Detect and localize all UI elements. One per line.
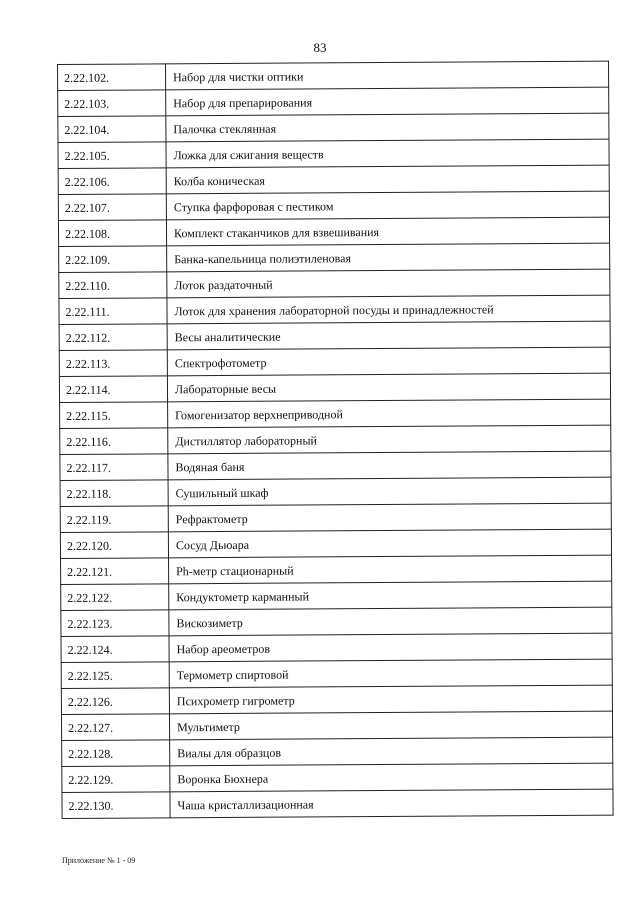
item-code: 2.22.130.: [62, 792, 170, 819]
footer-note: Приложение № 1 - 09: [62, 856, 136, 865]
table-row: [59, 373, 610, 402]
item-name: Ph-метр стационарный: [169, 555, 612, 584]
item-name: Термометр спиртовой: [169, 659, 612, 688]
item-name: Лоток раздаточный: [167, 269, 610, 298]
table-row: [59, 321, 610, 350]
table-row: [62, 789, 613, 818]
item-name: Водяная баня: [168, 451, 611, 480]
table-row: [58, 217, 609, 246]
item-code: 2.22.111.: [59, 298, 167, 325]
table-row: [58, 139, 609, 168]
item-code: 2.22.119.: [60, 506, 168, 533]
table-row: [58, 113, 609, 142]
item-name: Виалы для образцов: [170, 737, 613, 766]
item-code: 2.22.107.: [58, 194, 166, 221]
table-row: [60, 503, 611, 532]
table-row: [59, 269, 610, 298]
table-row: [61, 685, 612, 714]
item-name: Комплект стаканчиков для взвешивания: [166, 217, 609, 246]
table-row: [58, 165, 609, 194]
item-code: 2.22.103.: [58, 90, 166, 117]
equipment-table: [57, 61, 614, 819]
item-name: Воронка Бюхнера: [170, 763, 613, 792]
table-row: [60, 451, 611, 480]
item-name: Весы аналитические: [167, 321, 610, 350]
item-name: Вискозиметр: [169, 607, 612, 636]
item-name: Сушильный шкаф: [168, 477, 611, 506]
item-code: 2.22.128.: [62, 740, 170, 767]
table-row: [61, 581, 612, 610]
item-name: Набор для чистки оптики: [166, 61, 609, 90]
item-code: 2.22.127.: [61, 714, 169, 741]
table-row: [61, 633, 612, 662]
item-code: 2.22.123.: [61, 610, 169, 637]
item-code: 2.22.118.: [60, 480, 168, 507]
table-row: [58, 61, 609, 90]
item-code: 2.22.110.: [59, 272, 167, 299]
table-row: [61, 555, 612, 584]
item-code: 2.22.124.: [61, 636, 169, 663]
item-code: 2.22.115.: [60, 402, 168, 429]
table-row: [61, 607, 612, 636]
table-row: [58, 87, 609, 116]
table-row: [60, 529, 611, 558]
item-name: Кондуктометр карманный: [169, 581, 612, 610]
item-code: 2.22.121.: [61, 558, 169, 585]
item-code: 2.22.114.: [59, 376, 167, 403]
item-code: 2.22.104.: [58, 116, 166, 143]
item-code: 2.22.125.: [61, 662, 169, 689]
item-name: Спектрофотометр: [167, 347, 610, 376]
item-name: Палочка стеклянная: [166, 113, 609, 142]
item-code: 2.22.126.: [61, 688, 169, 715]
table-row: [59, 295, 610, 324]
item-code: 2.22.105.: [58, 142, 166, 169]
item-name: Набор ареометров: [169, 633, 612, 662]
table-row: [59, 347, 610, 376]
item-name: Гомогенизатор верхнеприводной: [168, 399, 611, 428]
item-name: Рефрактометр: [168, 503, 611, 532]
item-name: Сосуд Дьюара: [168, 529, 611, 558]
item-name: Колба коническая: [166, 165, 609, 194]
item-code: 2.22.109.: [59, 246, 167, 273]
item-code: 2.22.113.: [59, 350, 167, 377]
table-row: [61, 711, 612, 740]
item-name: Ложка для сжигания веществ: [166, 139, 609, 168]
item-name: Мультиметр: [169, 711, 612, 740]
item-code: 2.22.108.: [58, 220, 166, 247]
page-number: 83: [313, 40, 327, 55]
table-row: [61, 659, 612, 688]
item-name: Ступка фарфоровая с пестиком: [166, 191, 609, 220]
item-code: 2.22.116.: [60, 428, 168, 455]
item-name: Лабораторные весы: [167, 373, 610, 402]
table-row: [58, 191, 609, 220]
item-name: Дистиллятор лабораторный: [168, 425, 611, 454]
item-name: Психрометр гигрометр: [169, 685, 612, 714]
item-name: Банка-капельница полиэтиленовая: [167, 243, 610, 272]
table-row: [60, 477, 611, 506]
item-name: Набор для препарирования: [166, 87, 609, 116]
table-row: [59, 243, 610, 272]
item-code: 2.22.122.: [61, 584, 169, 611]
item-name: Лоток для хранения лабораторной посуды и принадлежностей: [167, 295, 610, 324]
item-code: 2.22.106.: [58, 168, 166, 195]
item-code: 2.22.120.: [60, 532, 168, 559]
table-row: [60, 425, 611, 454]
table-row: [60, 399, 611, 428]
item-code: 2.22.129.: [62, 766, 170, 793]
item-code: 2.22.112.: [59, 324, 167, 351]
table-row: [62, 763, 613, 792]
item-name: Чаша кристаллизационная: [170, 789, 613, 818]
table-row: [62, 737, 613, 766]
item-code: 2.22.102.: [58, 64, 166, 91]
item-code: 2.22.117.: [60, 454, 168, 481]
